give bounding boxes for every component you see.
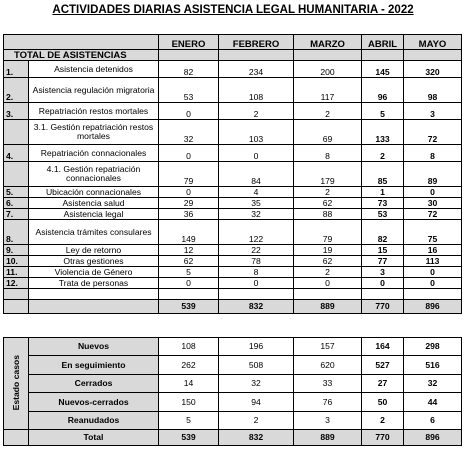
estado-value: 14 — [159, 375, 219, 393]
estado-value: 516 — [404, 356, 462, 375]
totals-spacer — [4, 300, 29, 314]
row-number — [4, 162, 29, 187]
row-value: 84 — [219, 162, 294, 187]
estado-value: 94 — [219, 393, 294, 412]
month-header: MARZO — [294, 35, 362, 50]
row-number — [4, 120, 29, 145]
estado-value: 27 — [362, 375, 404, 393]
table-row — [4, 162, 462, 187]
row-value: 145 — [362, 61, 404, 78]
estado-total-value: 539 — [159, 430, 219, 446]
section-title: TOTAL DE ASISTENCIAS — [4, 50, 159, 61]
row-value: 53 — [362, 209, 404, 220]
row-value: 0 — [219, 278, 294, 289]
row-value: 320 — [404, 61, 462, 78]
row-value — [219, 289, 294, 300]
table-row — [4, 220, 462, 245]
row-value: 4 — [219, 187, 294, 198]
row-value: 200 — [294, 61, 362, 78]
row-value: 113 — [404, 256, 462, 267]
estado-total-label: Total — [29, 430, 159, 446]
row-value: 62 — [159, 256, 219, 267]
row-value: 82 — [159, 61, 219, 78]
total-value: 539 — [159, 300, 219, 314]
estado-total-spacer — [4, 430, 29, 446]
row-value: 3 — [362, 267, 404, 278]
row-value: 0 — [404, 278, 462, 289]
row-label: Violencia de Género — [29, 267, 159, 278]
row-number: 6. — [4, 198, 29, 209]
row-value — [159, 289, 219, 300]
row-number: 3. — [4, 103, 29, 120]
row-value: 96 — [362, 78, 404, 103]
row-value: 133 — [362, 120, 404, 145]
estado-value: 2 — [219, 412, 294, 430]
row-label: Asistencia detenidos — [29, 61, 159, 78]
row-value — [404, 289, 462, 300]
estado-casos-label — [4, 338, 29, 430]
row-value: 0 — [159, 278, 219, 289]
row-value: 0 — [159, 103, 219, 120]
row-value: 0 — [159, 187, 219, 198]
row-value: 35 — [219, 198, 294, 209]
row-value: 117 — [294, 78, 362, 103]
row-number: 9. — [4, 245, 29, 256]
estado-total-value: 770 — [362, 430, 404, 446]
row-value: 29 — [159, 198, 219, 209]
estado-value: 32 — [404, 375, 462, 393]
row-value: 79 — [294, 220, 362, 245]
report-title: ACTIVIDADES DIARIAS ASISTENCIA LEGAL HUMANITARIA - 2022 — [52, 4, 414, 16]
row-value: 98 — [404, 78, 462, 103]
row-value: 82 — [362, 220, 404, 245]
row-value: 72 — [404, 120, 462, 145]
estado-value: 32 — [219, 375, 294, 393]
row-number: 1. — [4, 61, 29, 78]
row-value: 2 — [362, 145, 404, 162]
row-label: Ubicación connacionales — [29, 187, 159, 198]
estado-value: 33 — [294, 375, 362, 393]
row-value: 53 — [159, 78, 219, 103]
row-number: 2. — [4, 78, 29, 103]
row-value: 15 — [362, 245, 404, 256]
estado-total-row — [4, 430, 462, 446]
row-label: Otras gestiones — [29, 256, 159, 267]
asistencias-table — [3, 34, 462, 314]
estado-label: Reanudados — [29, 412, 159, 430]
estado-row — [4, 375, 462, 393]
row-number — [4, 289, 29, 300]
row-value: 2 — [219, 103, 294, 120]
estado-value: 2 — [362, 412, 404, 430]
estado-row — [4, 356, 462, 375]
estado-value: 44 — [404, 393, 462, 412]
month-header: FEBRERO — [219, 35, 294, 50]
row-value: 234 — [219, 61, 294, 78]
total-value: 889 — [294, 300, 362, 314]
row-value: 108 — [219, 78, 294, 103]
row-label — [29, 289, 159, 300]
row-value: 0 — [404, 187, 462, 198]
table-row — [4, 209, 462, 220]
estado-row — [4, 412, 462, 430]
estado-label: Cerrados — [29, 375, 159, 393]
total-value: 896 — [404, 300, 462, 314]
row-value: 16 — [404, 245, 462, 256]
row-value: 77 — [362, 256, 404, 267]
row-value: 149 — [159, 220, 219, 245]
row-value: 89 — [404, 162, 462, 187]
row-label: Asistencia regulación migratoria — [29, 78, 159, 103]
table-row — [4, 198, 462, 209]
row-value: 0 — [159, 145, 219, 162]
row-value: 72 — [404, 209, 462, 220]
estado-casos-text: Estado casos — [10, 354, 21, 411]
row-label: Asistencia salud — [29, 198, 159, 209]
estado-total-value: 889 — [294, 430, 362, 446]
row-value: 79 — [159, 162, 219, 187]
row-value: 1 — [362, 187, 404, 198]
table-row — [4, 267, 462, 278]
row-value: 30 — [404, 198, 462, 209]
row-value: 88 — [294, 209, 362, 220]
row-number: 8. — [4, 220, 29, 245]
row-value: 5 — [159, 267, 219, 278]
row-value: 5 — [362, 103, 404, 120]
row-value: 0 — [294, 278, 362, 289]
month-header: MAYO — [404, 35, 462, 50]
estado-value: 262 — [159, 356, 219, 375]
table-row — [4, 120, 462, 145]
row-value: 75 — [404, 220, 462, 245]
row-value: 62 — [294, 198, 362, 209]
table-row — [4, 187, 462, 198]
row-label: 3.1. Gestión repatriación restos mortales — [29, 120, 159, 145]
estado-value: 164 — [362, 338, 404, 356]
row-value — [294, 289, 362, 300]
estado-value: 298 — [404, 338, 462, 356]
row-label: Ley de retorno — [29, 245, 159, 256]
estado-value: 508 — [219, 356, 294, 375]
month-header: ENERO — [159, 35, 219, 50]
estado-casos-table — [3, 337, 462, 446]
estado-label: Nuevos — [29, 338, 159, 356]
row-value: 2 — [294, 187, 362, 198]
row-value: 3 — [404, 103, 462, 120]
row-value: 69 — [294, 120, 362, 145]
row-label: Repatriación restos mortales — [29, 103, 159, 120]
row-value: 122 — [219, 220, 294, 245]
table-row — [4, 78, 462, 103]
row-label: Trata de personas — [29, 278, 159, 289]
row-label: Repatriación connacionales — [29, 145, 159, 162]
row-value: 8 — [294, 145, 362, 162]
row-value: 85 — [362, 162, 404, 187]
table-row — [4, 245, 462, 256]
row-label: 4.1. Gestión repatriación connacionales — [29, 162, 159, 187]
table-row — [4, 278, 462, 289]
total-value: 832 — [219, 300, 294, 314]
row-value: 36 — [159, 209, 219, 220]
table-row — [4, 145, 462, 162]
row-number: 10. — [4, 256, 29, 267]
table-row — [4, 61, 462, 78]
row-value: 8 — [219, 267, 294, 278]
estado-value: 6 — [404, 412, 462, 430]
month-header: ABRIL — [362, 35, 404, 50]
estado-total-value: 832 — [219, 430, 294, 446]
row-number: 11. — [4, 267, 29, 278]
row-value: 0 — [404, 267, 462, 278]
estado-value: 5 — [159, 412, 219, 430]
estado-value: 157 — [294, 338, 362, 356]
row-number: 5. — [4, 187, 29, 198]
total-value: 770 — [362, 300, 404, 314]
row-value: 32 — [219, 209, 294, 220]
row-value: 8 — [404, 145, 462, 162]
row-value: 12 — [159, 245, 219, 256]
row-value: 0 — [362, 278, 404, 289]
row-value: 103 — [219, 120, 294, 145]
row-value: 62 — [294, 256, 362, 267]
estado-row — [4, 338, 462, 356]
table-row — [4, 256, 462, 267]
row-value: 2 — [294, 267, 362, 278]
estado-value: 620 — [294, 356, 362, 375]
estado-row — [4, 393, 462, 412]
row-value: 22 — [219, 245, 294, 256]
row-value: 19 — [294, 245, 362, 256]
table-row — [4, 289, 462, 300]
estado-value: 150 — [159, 393, 219, 412]
table-row — [4, 103, 462, 120]
row-number: 12. — [4, 278, 29, 289]
estado-value: 527 — [362, 356, 404, 375]
totals-spacer — [29, 300, 159, 314]
estado-value: 3 — [294, 412, 362, 430]
estado-total-value: 896 — [404, 430, 462, 446]
row-value: 73 — [362, 198, 404, 209]
totals-row — [4, 300, 462, 314]
estado-label: En seguimiento — [29, 356, 159, 375]
row-value: 179 — [294, 162, 362, 187]
row-number: 7. — [4, 209, 29, 220]
row-value: 32 — [159, 120, 219, 145]
estado-value: 76 — [294, 393, 362, 412]
row-value — [362, 289, 404, 300]
row-label: Asistencia trámites consulares — [29, 220, 159, 245]
estado-value: 196 — [219, 338, 294, 356]
estado-label: Nuevos-cerrados — [29, 393, 159, 412]
estado-value: 108 — [159, 338, 219, 356]
row-value: 0 — [219, 145, 294, 162]
row-number: 4. — [4, 145, 29, 162]
row-value: 2 — [294, 103, 362, 120]
row-label: Asistencia legal — [29, 209, 159, 220]
row-value: 78 — [219, 256, 294, 267]
estado-value: 50 — [362, 393, 404, 412]
